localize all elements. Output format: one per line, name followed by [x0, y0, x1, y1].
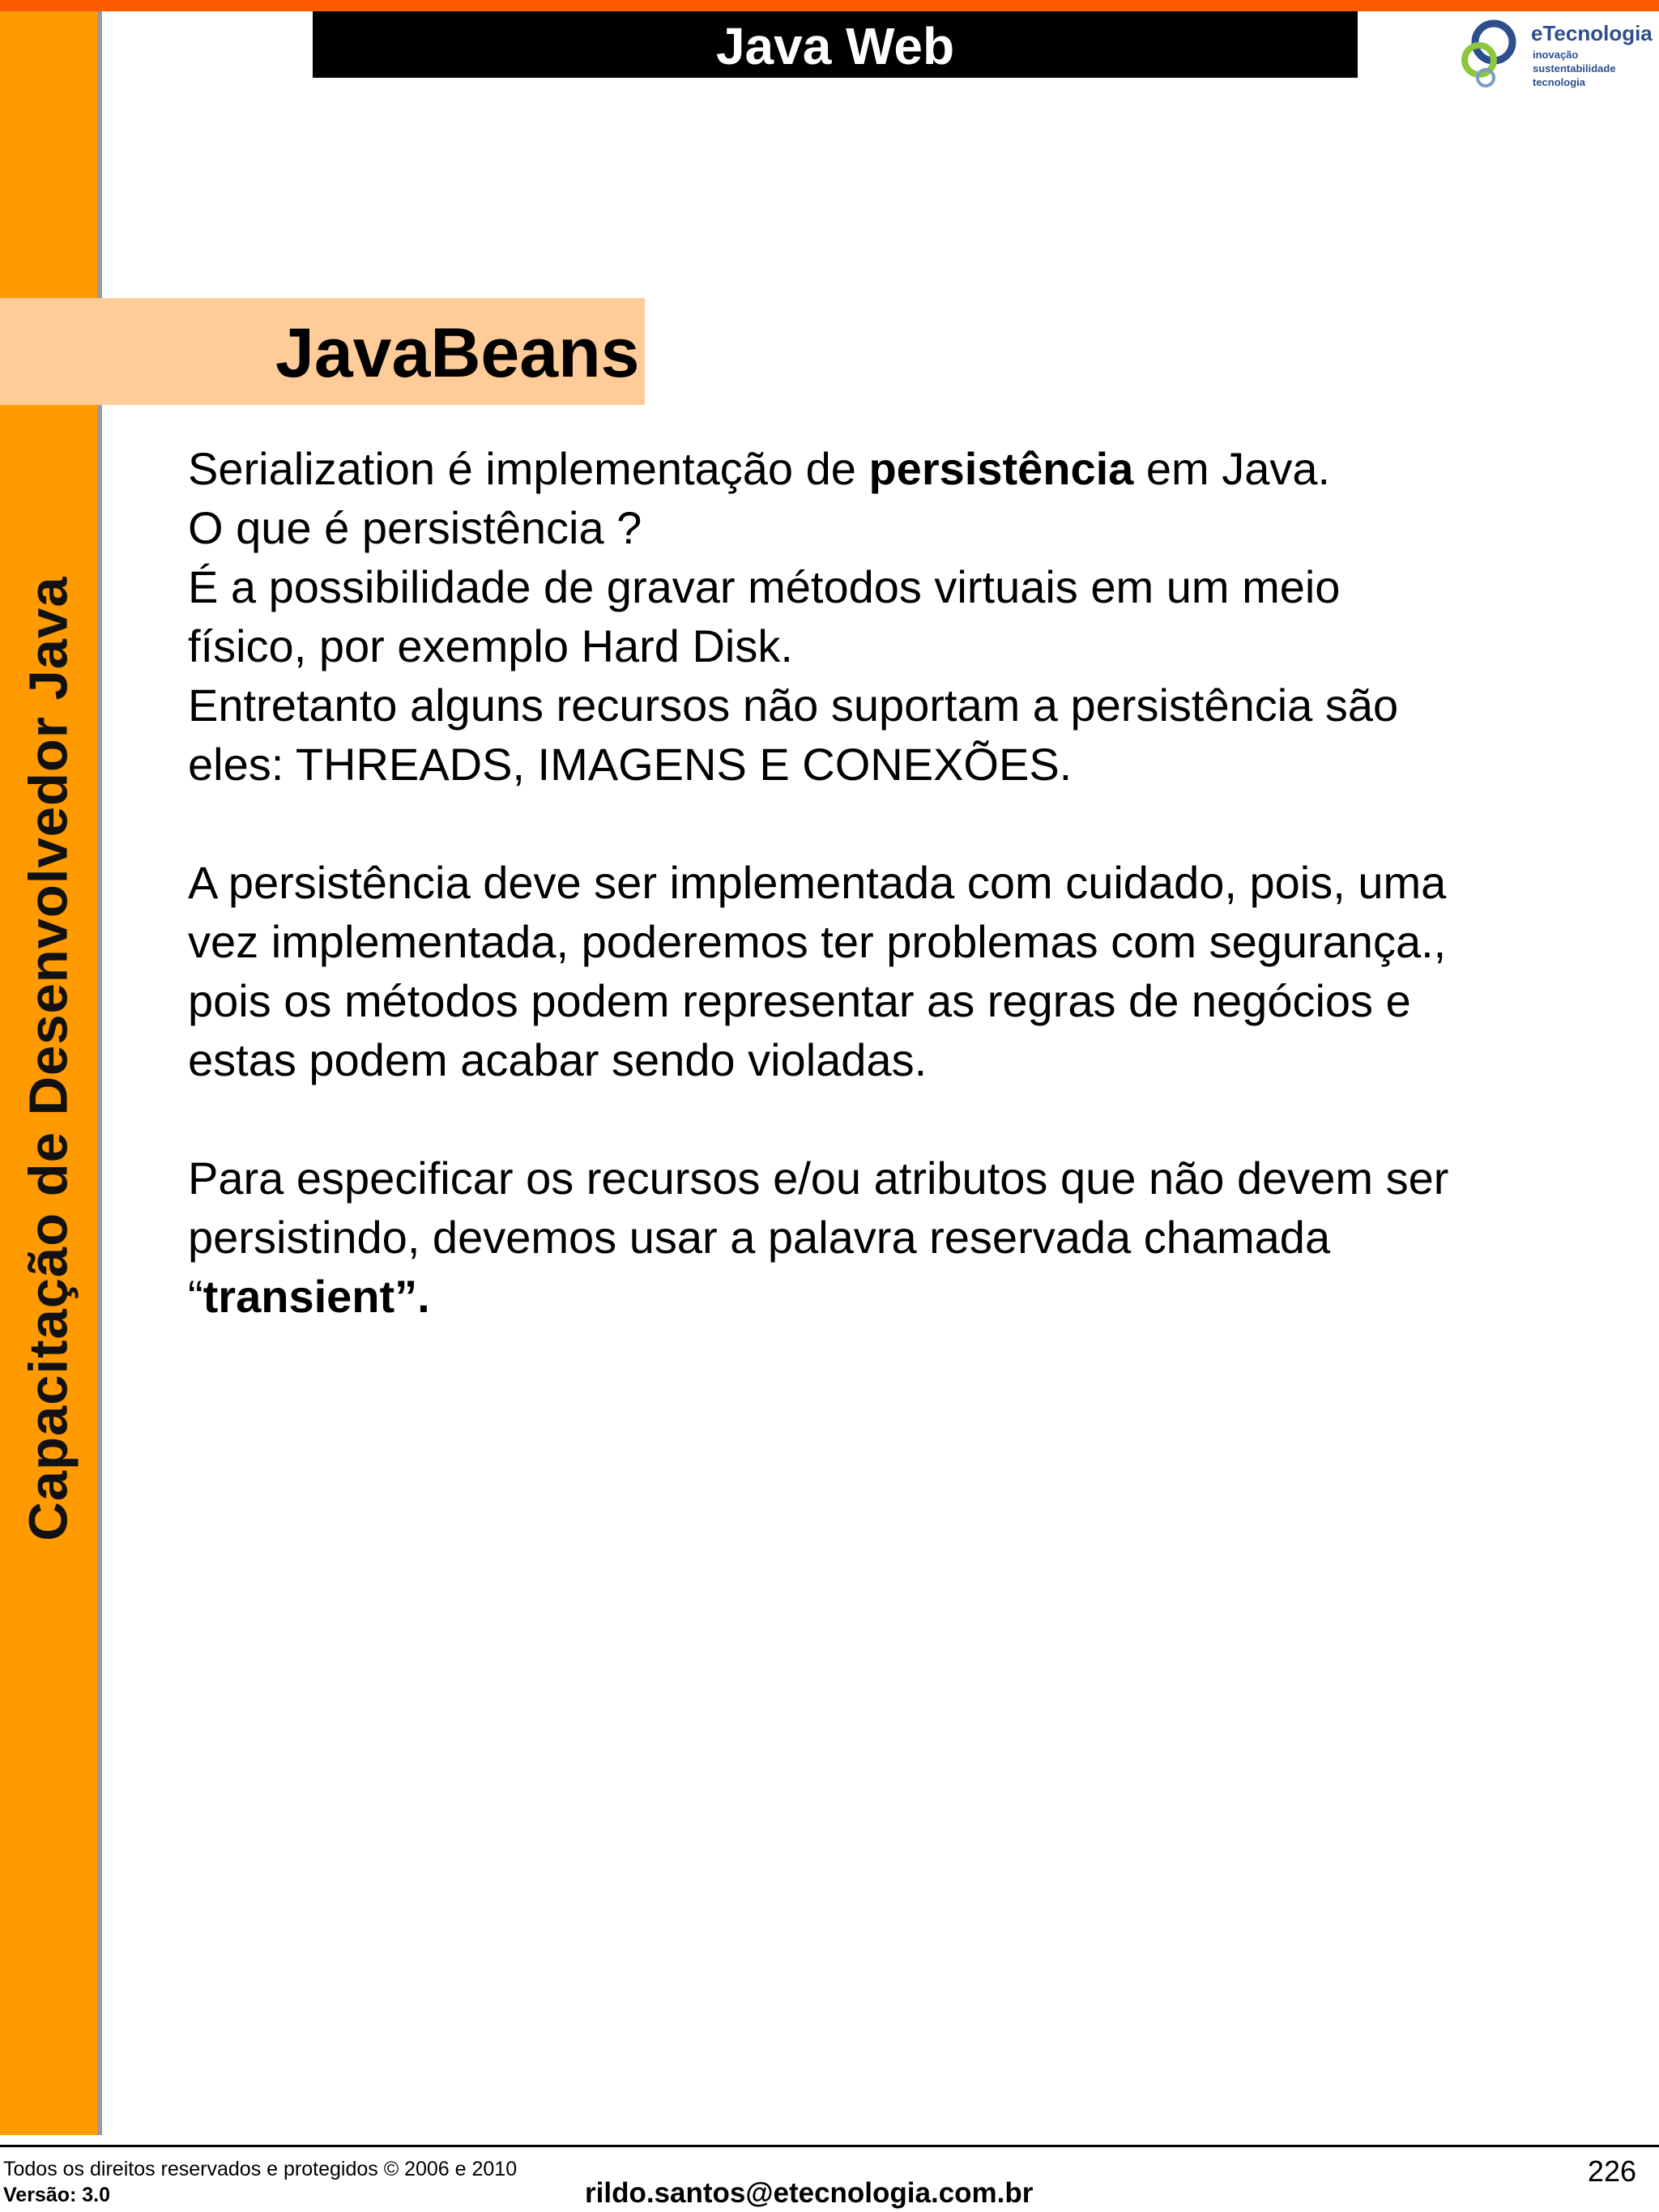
course-vertical-label: Capacitação de Desenvolvedor Java — [18, 576, 79, 1541]
page-number: 226 — [1587, 2154, 1636, 2188]
top-accent-bar — [0, 0, 1659, 11]
header-title: Java Web — [313, 11, 1358, 78]
body-line: É a possibilidade de gravar métodos virtuais em um meio — [188, 561, 1341, 612]
body-line: Entretanto alguns recursos não suportam a persistência são — [188, 680, 1399, 731]
body-line: eles: THREADS, IMAGENS E CONEXÕES. — [188, 739, 1073, 790]
body-line — [188, 1267, 1565, 1326]
body-line: vez implementada, poderemos ter problemas com segurança., — [188, 916, 1447, 967]
quote-mark: “ — [188, 1271, 203, 1322]
footer-divider — [0, 2145, 1659, 2147]
body-line: físico, por exemplo Hard Disk. — [188, 620, 793, 671]
logo-tagline: sustentabilidade — [1533, 62, 1616, 75]
paragraph-gap — [188, 1089, 1565, 1149]
slide-title: JavaBeans — [275, 314, 640, 392]
logo-rings-icon — [1453, 18, 1528, 92]
slide-body — [188, 439, 1565, 1326]
logo-brand-name: eTecnologia — [1531, 21, 1653, 45]
body-line: estas podem acabar sendo violadas. — [188, 1034, 928, 1085]
logo-tagline: tecnologia — [1533, 76, 1586, 88]
footer-email: rildo.santos@etecnologia.com.br — [585, 2177, 1034, 2209]
emphasis-persistencia: persistência — [868, 443, 1134, 494]
footer-version: Versão: 3.0 — [3, 2184, 111, 2206]
body-line: A persistência deve ser implementada com cuidado, pois, uma — [188, 857, 1447, 908]
body-line: Para especificar os recursos e/ou atributos que não devem ser — [188, 1153, 1449, 1204]
logo-tagline: inovação — [1533, 49, 1579, 61]
body-line: persistindo, devemos usar a palavra reservada chamada — [188, 1212, 1331, 1263]
etecnologia-logo — [1448, 15, 1657, 99]
body-line: pois os métodos podem representar as regras de negócios e — [188, 975, 1411, 1026]
emphasis-transient: transient”. — [203, 1271, 430, 1322]
body-line: O que é persistência ? — [188, 502, 642, 553]
body-text-segment: em Java. — [1133, 443, 1331, 494]
body-text-segment: Serialization é implementação de — [188, 443, 869, 494]
body-line — [188, 439, 1565, 498]
footer-copyright: Todos os direitos reservados e protegidos © 2006 e 2010 — [3, 2158, 518, 2180]
paragraph-gap — [188, 794, 1565, 853]
